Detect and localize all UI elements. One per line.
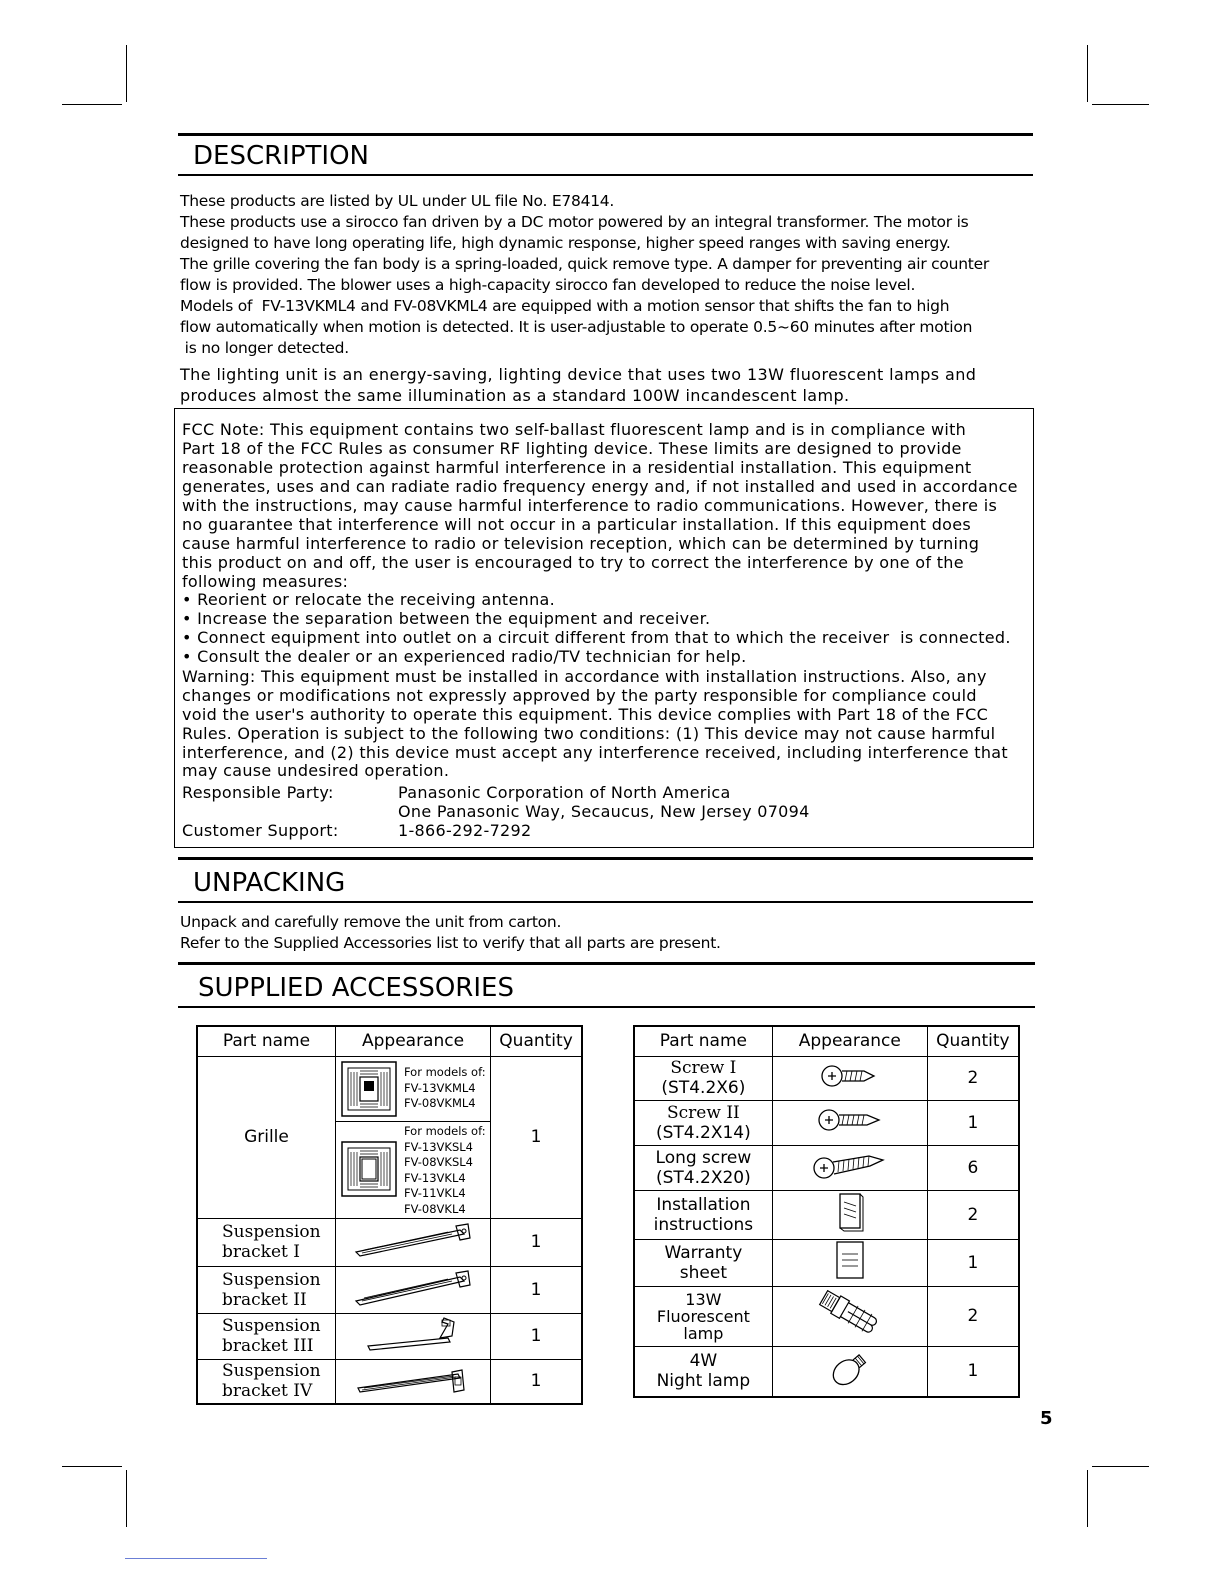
unpacking-title: UNPACKING <box>193 868 346 898</box>
part-name: 13W <box>685 1289 722 1309</box>
appearance-cell <box>772 1056 927 1100</box>
bracket-icon <box>348 1267 478 1307</box>
bracket-icon <box>348 1220 478 1260</box>
part-name: Suspension <box>222 1361 321 1381</box>
part-name-cell <box>634 1286 772 1346</box>
fcc-line: interference, and (2) this device must accept any interference received, including interference that <box>182 743 1008 762</box>
part-name: 4W <box>689 1351 718 1372</box>
fcc-note-box <box>174 408 1034 848</box>
part-name: Installation <box>656 1194 751 1215</box>
part-name-cell <box>197 1359 335 1404</box>
grille-models-label: For models of: <box>403 1124 486 1138</box>
column-header-quantity: Quantity <box>927 1026 1019 1056</box>
description-title: DESCRIPTION <box>193 141 369 171</box>
part-name: Night lamp <box>656 1371 751 1392</box>
part-spec: (ST4.2X20) <box>656 1167 751 1188</box>
part-spec: (ST4.2X6) <box>661 1078 746 1098</box>
part-name: bracket I <box>222 1242 300 1262</box>
sheet-icon <box>835 1240 865 1280</box>
unpacking-line: Unpack and carefully remove the unit from carton. <box>180 913 562 931</box>
part-name: Suspension <box>222 1222 321 1242</box>
column-header-appearance: Appearance <box>772 1026 927 1056</box>
part-quantity: 1 <box>927 1239 1019 1286</box>
part-name: Suspension <box>222 1316 321 1336</box>
description-body <box>180 191 1040 359</box>
column-header-part-name: Part name <box>197 1026 335 1056</box>
lighting-line: produces almost the same illumination as a standard 100W incandescent lamp. <box>180 386 850 405</box>
appearance-cell <box>772 1239 927 1286</box>
crop-mark <box>1087 45 1088 102</box>
fcc-line: void the user's authority to operate this equipment. This device complies with Part 18 of the FCC <box>182 705 989 724</box>
grille-appearance-a <box>335 1056 490 1121</box>
description-line: These products use a sirocco fan driven by a DC motor powered by an integral transformer. The motor is <box>180 213 969 231</box>
fcc-bullet: • Consult the dealer or an experienced radio/TV technician for help. <box>182 647 747 666</box>
part-quantity: 1 <box>491 1218 582 1266</box>
grille-model: FV-13VKSL4 <box>403 1139 473 1154</box>
crop-mark <box>1087 1470 1088 1527</box>
long-screw-icon <box>812 1148 888 1182</box>
part-name: bracket III <box>222 1336 314 1356</box>
crop-mark <box>125 1558 267 1559</box>
grille-model: FV-13VKML4 <box>403 1080 476 1095</box>
accessories-heading <box>178 962 1035 1008</box>
part-name: sheet <box>679 1262 727 1283</box>
accessories-table-right <box>633 1025 1020 1398</box>
fcc-line: changes or modifications not expressly approved by the party responsible for compliance could <box>182 686 977 705</box>
column-header-quantity: Quantity <box>491 1026 582 1056</box>
part-name-cell <box>634 1056 772 1100</box>
bracket-icon <box>348 1314 478 1354</box>
description-line: flow automatically when motion is detected. It is user-adjustable to operate 0.5~60 minutes after motion <box>180 318 973 336</box>
crop-mark <box>1092 1466 1149 1467</box>
appearance-cell <box>335 1266 490 1313</box>
crop-mark <box>126 1470 127 1527</box>
part-name-cell <box>197 1266 335 1313</box>
part-quantity: 2 <box>927 1286 1019 1346</box>
part-name: instructions <box>653 1214 754 1235</box>
bracket-icon <box>348 1360 478 1398</box>
customer-support-phone: 1-866-292-7292 <box>398 821 532 840</box>
column-header-part-name: Part name <box>634 1026 772 1056</box>
part-name-cell <box>634 1190 772 1239</box>
grille-name: Grille <box>197 1056 335 1218</box>
appearance-cell <box>335 1218 490 1266</box>
fluorescent-lamp-icon <box>813 1287 887 1341</box>
fcc-bullet: • Connect equipment into outlet on a circuit different from that to which the receiver is connected. <box>182 628 1011 647</box>
fcc-line: following measures: <box>182 572 349 591</box>
fcc-line: FCC Note: This equipment contains two self-ballast fluorescent lamp and is in compliance with <box>182 420 967 439</box>
responsible-party-address: One Panasonic Way, Secaucus, New Jersey 07094 <box>398 802 810 821</box>
grille-square-icon <box>340 1140 398 1198</box>
grille-models-label: For models of: <box>403 1065 486 1080</box>
customer-support-label: Customer Support: <box>182 821 339 840</box>
crop-mark <box>1092 104 1149 105</box>
crop-mark <box>62 104 122 105</box>
lighting-line: The lighting unit is an energy-saving, lighting device that uses two 13W fluorescent lamps and <box>180 365 977 384</box>
fcc-bullet: • Increase the separation between the equipment and receiver. <box>182 609 711 628</box>
description-line: These products are listed by UL under UL file No. E78414. <box>180 192 615 210</box>
accessories-table-left <box>196 1025 583 1405</box>
fcc-line: Rules. Operation is subject to the following two conditions: (1) This device may not cause harmful <box>182 724 996 743</box>
part-quantity: 2 <box>927 1056 1019 1100</box>
unpacking-heading <box>178 857 1033 903</box>
appearance-cell <box>772 1190 927 1239</box>
description-line: is no longer detected. <box>180 339 349 357</box>
page-number: 5 <box>1040 1408 1053 1429</box>
part-name: bracket IV <box>222 1381 313 1401</box>
appearance-cell <box>772 1346 927 1397</box>
fcc-line: generates, uses and can radiate radio frequency energy and, if not installed and used in accordance <box>182 477 1018 496</box>
grille-quantity: 1 <box>491 1056 582 1218</box>
night-lamp-icon <box>825 1347 875 1391</box>
fcc-bullet: • Reorient or relocate the receiving antenna. <box>182 590 556 609</box>
part-name: Fluorescent <box>656 1306 750 1326</box>
accessories-title: SUPPLIED ACCESSORIES <box>198 973 514 1003</box>
appearance-cell <box>772 1286 927 1346</box>
appearance-cell <box>772 1145 927 1190</box>
fcc-line: cause harmful interference to radio or television reception, which can be determined by turning <box>182 534 980 553</box>
description-line: Models of FV-13VKML4 and FV-08VKML4 are equipped with a motion sensor that shifts the fan to high <box>180 297 950 315</box>
part-quantity: 6 <box>927 1145 1019 1190</box>
grille-model: FV-08VKSL4 <box>403 1155 473 1169</box>
part-name-cell <box>634 1239 772 1286</box>
part-name: Screw I <box>670 1058 737 1078</box>
fcc-line: may cause undesired operation. <box>182 761 450 780</box>
short-screw-icon <box>820 1061 880 1091</box>
part-name-cell <box>634 1145 772 1190</box>
column-header-appearance: Appearance <box>335 1026 490 1056</box>
unpacking-line: Refer to the Supplied Accessories list to verify that all parts are present. <box>180 934 721 952</box>
description-line: The grille covering the fan body is a spring-loaded, quick remove type. A damper for preventing air counter <box>180 255 990 273</box>
part-name: Suspension <box>222 1269 321 1290</box>
part-quantity: 1 <box>491 1359 582 1404</box>
description-heading <box>178 133 1033 176</box>
grille-square-icon <box>340 1060 398 1118</box>
fcc-line: no guarantee that interference will not occur in a particular installation. If this equipment does <box>182 515 972 534</box>
fcc-line: with the instructions, may cause harmful interference to radio communications. However, there is <box>182 496 998 515</box>
appearance-cell <box>335 1359 490 1404</box>
fcc-line: Part 18 of the FCC Rules as consumer RF lighting device. These limits are designed to provide <box>182 439 962 458</box>
description-line: designed to have long operating life, high dynamic response, higher speed ranges with saving energy. <box>180 234 951 252</box>
part-quantity: 1 <box>491 1266 582 1313</box>
part-quantity: 1 <box>927 1346 1019 1397</box>
responsible-party-label: Responsible Party: <box>182 783 334 802</box>
crop-mark <box>126 45 127 102</box>
part-quantity: 2 <box>927 1190 1019 1239</box>
medium-screw-icon <box>817 1105 883 1135</box>
booklet-icon <box>835 1192 865 1232</box>
part-name: Warranty <box>664 1242 743 1263</box>
grille-model: FV-13VKL4 <box>403 1170 466 1185</box>
appearance-cell <box>335 1313 490 1359</box>
grille-model: FV-08VKL4 <box>403 1201 466 1216</box>
responsible-party-name: Panasonic Corporation of North America <box>398 783 731 802</box>
part-name-cell <box>197 1218 335 1266</box>
part-name: Long screw <box>655 1147 752 1168</box>
fcc-line: reasonable protection against harmful interference in a residential installation. This equipment <box>182 458 972 477</box>
appearance-cell <box>772 1100 927 1145</box>
description-line: flow is provided. The blower uses a high-capacity sirocco fan developed to reduce the noise level. <box>180 276 916 294</box>
crop-mark <box>62 1466 122 1467</box>
part-name-cell <box>634 1346 772 1397</box>
part-name: Screw II <box>667 1102 740 1123</box>
part-name-cell <box>197 1313 335 1359</box>
part-quantity: 1 <box>927 1100 1019 1145</box>
part-name: bracket II <box>222 1289 307 1310</box>
fcc-line: Warning: This equipment must be installed in accordance with installation instructions. Also, any <box>182 667 987 686</box>
grille-model: FV-11VKL4 <box>403 1186 466 1200</box>
unpacking-body <box>180 912 1040 954</box>
grille-model: FV-08VKML4 <box>403 1096 476 1111</box>
part-name-cell <box>634 1100 772 1145</box>
part-quantity: 1 <box>491 1313 582 1359</box>
fcc-line: this product on and off, the user is encouraged to try to correct the interference by one of the <box>182 553 964 572</box>
lighting-paragraph <box>180 364 1040 406</box>
part-name: lamp <box>683 1323 724 1343</box>
part-spec: (ST4.2X14) <box>656 1122 751 1143</box>
grille-appearance-b <box>335 1121 490 1218</box>
